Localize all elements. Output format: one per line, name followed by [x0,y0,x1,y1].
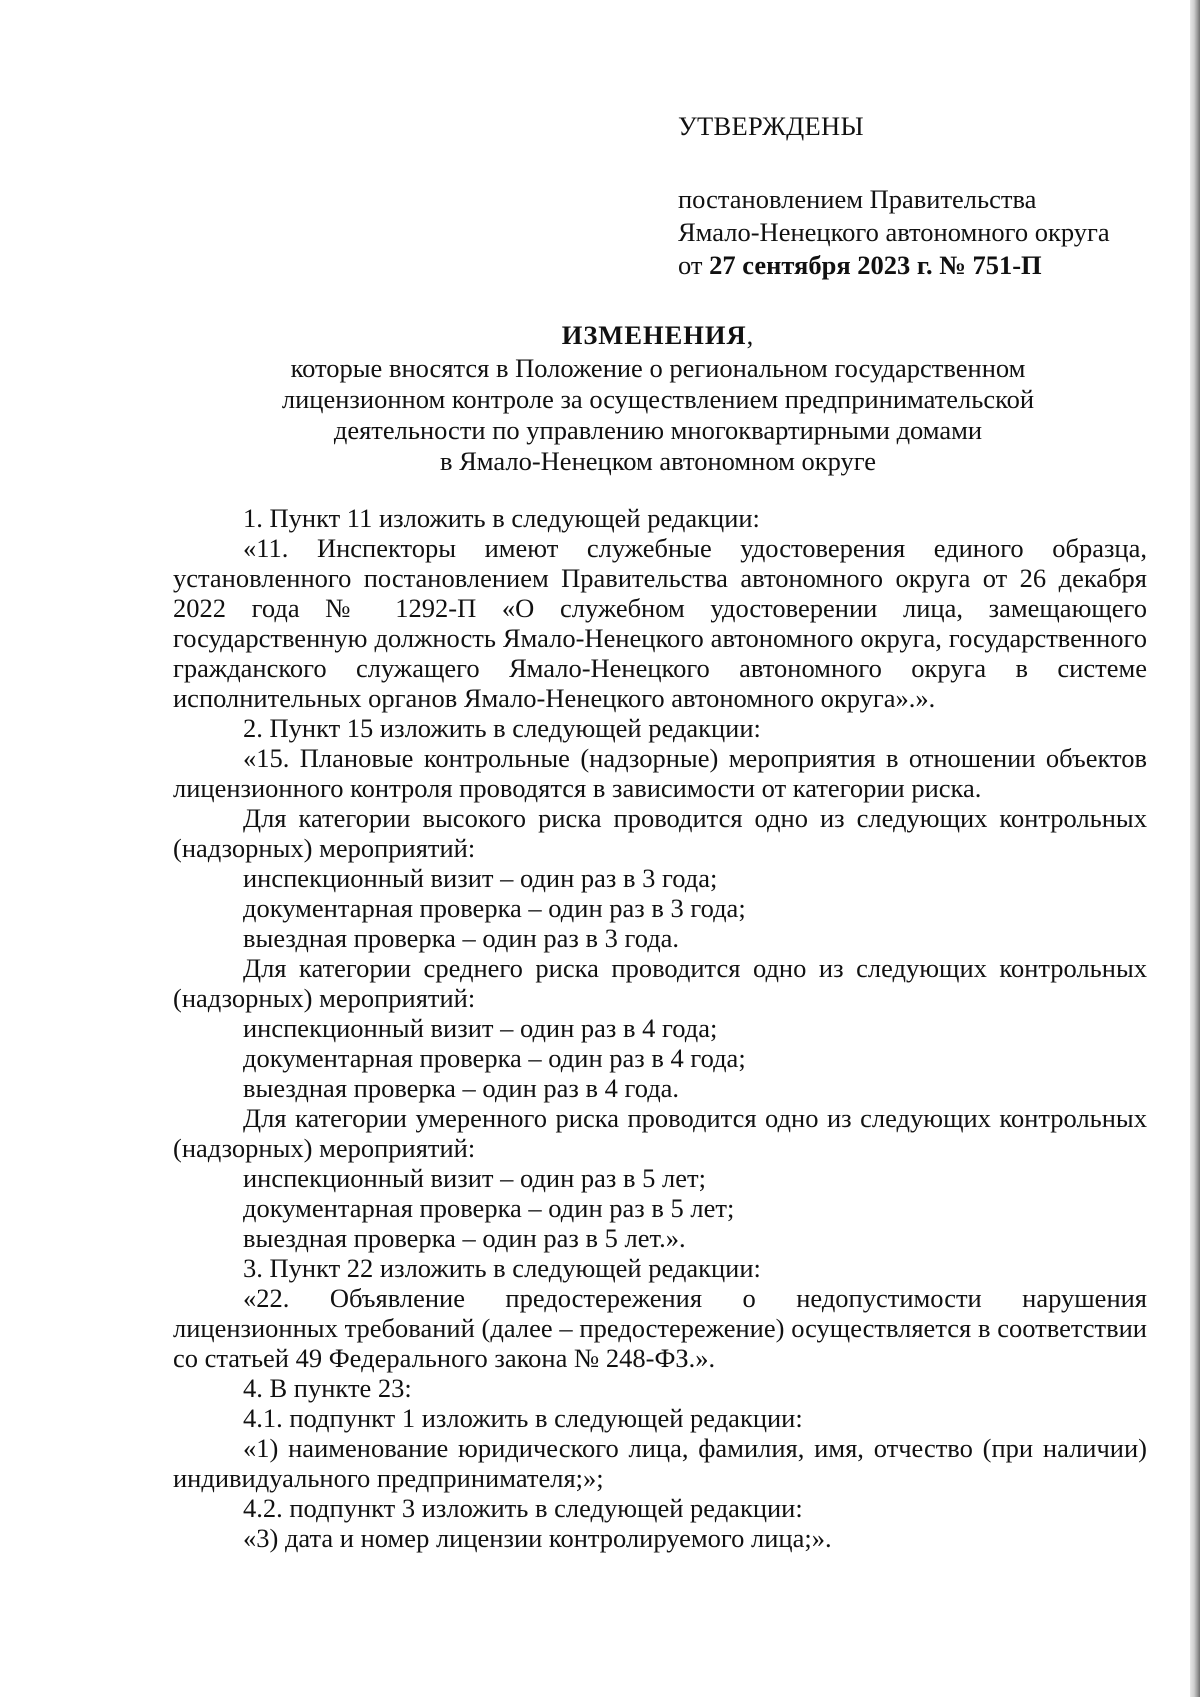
paragraph: «3) дата и номер лицензии контролируемого лица;». [243,1523,832,1553]
paragraph: Для категории умеренного риска проводится одно из следующих контрольных (надзорных) мероприятий: [173,1103,1147,1163]
approval-line-1: постановлением Правительства [678,184,1037,214]
paragraph: 2. Пункт 15 изложить в следующей редакции: [243,713,761,743]
title-line-3: деятельности по управлению многоквартирными домами [333,415,983,445]
paragraph: документарная проверка – один раз в 4 года; [243,1043,746,1073]
paragraph: 4.1. подпункт 1 изложить в следующей редакции: [243,1403,803,1433]
paragraph: выездная проверка – один раз в 4 года. [243,1073,680,1103]
approved-label: УТВЕРЖДЕНЫ [678,111,864,141]
paragraph: 3. Пункт 22 изложить в следующей редакции: [243,1253,761,1283]
paragraph: инспекционный визит – один раз в 3 года; [243,863,718,893]
paragraph: «1) наименование юридического лица, фамилия, имя, отчество (при наличии) индивидуального предпринимателя;»; [173,1433,1147,1493]
paragraph: «22. Объявление предостережения о недопустимости нарушения лицензионных требований (далее – предостережение) осуществляется в соответствии со статьей 49 Федерального закона № 248-ФЗ.». [173,1283,1147,1373]
paragraph: Для категории среднего риска проводится одно из следующих контрольных (надзорных) мероприятий: [173,953,1147,1013]
approval-date-prefix: от [678,250,703,280]
approval-stamp [678,110,1148,282]
paragraph: Для категории высокого риска проводится одно из следующих контрольных (надзорных) мероприятий: [173,803,1147,863]
paragraph: «15. Плановые контрольные (надзорные) мероприятия в отношении объектов лицензионного контроля проводятся в зависимости от категории риска. [173,743,1147,803]
paragraph: «11. Инспекторы имеют служебные удостоверения единого образца, установленного постановлением Правительства автономного округа от 26 декабря 2022 года № 1292-П «О служебном удостоверении лица, замещающего государственную должность Ямало-Ненецкого автономного округа, государственного гражданского служащего Ямало-Ненецкого автономного округа в системе исполнительных органов Ямало-Ненецкого автономного округа».». [173,533,1147,713]
approval-date [678,249,1148,282]
paragraph: 4.2. подпункт 3 изложить в следующей редакции: [243,1493,803,1523]
approval-line-2: Ямало-Ненецкого автономного округа [678,217,1110,247]
paragraph: 1. Пункт 11 изложить в следующей редакции: [243,503,760,533]
approval-date-number: 27 сентября 2023 г. № 751-П [709,250,1042,280]
paragraph: выездная проверка – один раз в 3 года. [243,923,680,953]
document-title [170,320,1146,477]
document-body [173,503,1147,1553]
paragraph: инспекционный визит – один раз в 4 года; [243,1013,718,1043]
paragraph: 4. В пункте 23: [243,1373,412,1403]
paragraph: выездная проверка – один раз в 5 лет.». [243,1223,686,1253]
paragraph: инспекционный визит – один раз в 5 лет; [243,1163,706,1193]
title-heading-comma: , [746,320,755,350]
title-line-2: лицензионном контроле за осуществлением предпринимательской [281,384,1035,414]
paragraph: документарная проверка – один раз в 3 года; [243,893,746,923]
title-line-4: в Ямало-Ненецком автономном округе [439,446,877,476]
title-heading-text: ИЗМЕНЕНИЯ [561,320,747,350]
paragraph: документарная проверка – один раз в 5 лет; [243,1193,735,1223]
title-line-1: которые вносятся в Положение о региональном государственном [290,353,1026,383]
title-heading [170,320,1146,351]
scan-edge-shadow [1190,0,1200,1697]
